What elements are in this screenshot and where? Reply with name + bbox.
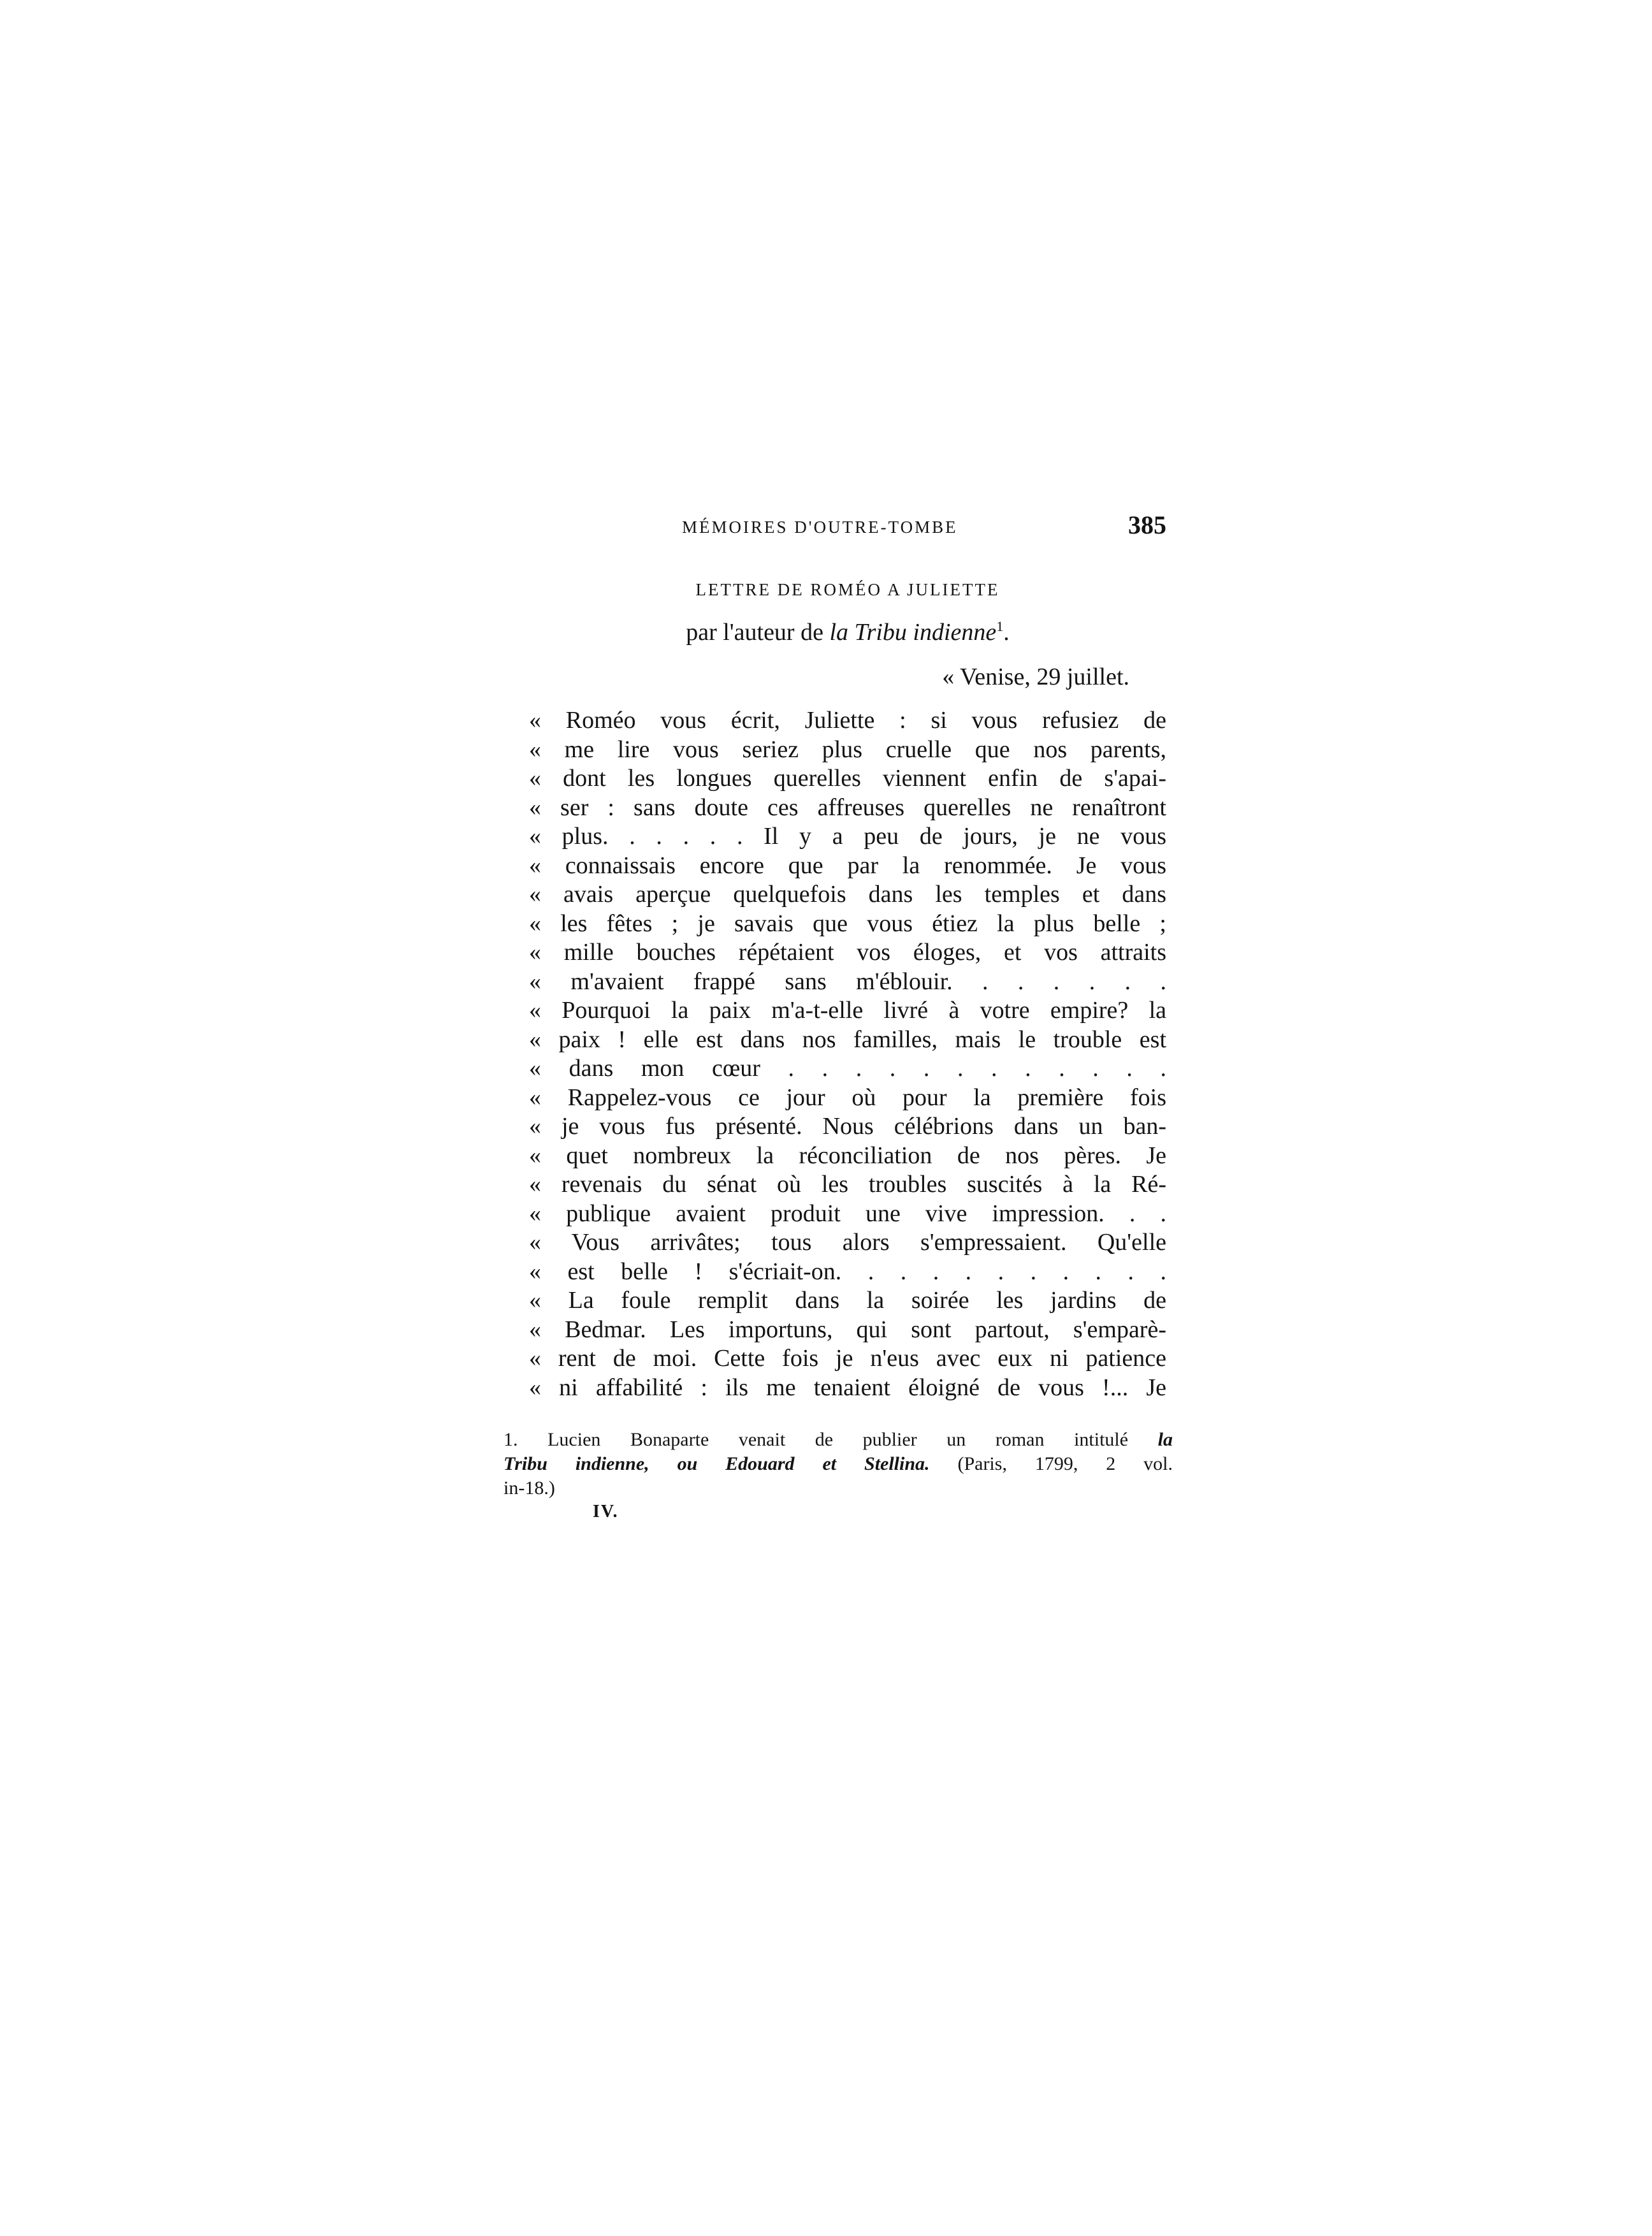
footnote [504,1428,1173,1500]
text-line-content: « dans mon cœur . . . . . . . . . . . . [529,1055,1166,1082]
text-line [529,1200,1166,1229]
text-line [529,1112,1166,1142]
letter-title: LETTRE DE ROMÉO A JULIETTE [695,580,1000,599]
text-line-content: « Bedmar. Les importuns, qui sont partout, s'emparè- [529,1316,1166,1343]
text-line-content: « mille bouches répétaient vos éloges, et vos attraits [529,939,1166,966]
letter-body [529,706,1166,1402]
subtitle-work-title: la Tribu indienne [829,619,997,646]
text-line-content: « Pourquoi la paix m'a-t-elle livré à votre empire? la [529,997,1166,1024]
text-line-content: « je vous fus présenté. Nous célébrions dans un ban- [529,1113,1166,1140]
text-line [529,1228,1166,1258]
footnote-italic: Tribu indienne, [504,1453,677,1474]
footnote-text: 1. Lucien Bonaparte venait de publier un roman intitulé [504,1429,1158,1450]
footnote-italic: ou [677,1453,726,1474]
letter-subtitle [529,618,1166,646]
text-line-content: « rent de moi. Cette fois je n'eus avec eux ni patience [529,1345,1166,1372]
signature-mark: IV. [593,1502,619,1521]
text-line [529,1374,1166,1403]
footnote-text: (Paris, 1799, 2 vol. [929,1453,1173,1474]
text-line-content: « Roméo vous écrit, Juliette : si vous refusiez de [529,707,1166,734]
running-head [529,510,1166,548]
text-line [529,1142,1166,1171]
text-line [529,938,1166,968]
subtitle-suffix: . [1003,619,1010,646]
text-line [529,794,1166,823]
text-line [529,736,1166,765]
text-line [529,1026,1166,1055]
text-line-content: « connaissais encore que par la renommée. Je vous [529,852,1166,879]
text-line-content: « La foule remplit dans la soirée les jardins de [529,1287,1166,1314]
text-line-content: « Vous arrivâtes; tous alors s'empressaient. Qu'elle [529,1229,1166,1256]
footnote-line [504,1452,1173,1476]
text-line [529,852,1166,881]
text-line-content: « Rappelez-vous ce jour où pour la première fois [529,1084,1166,1111]
text-line [529,1286,1166,1316]
text-line-content: « plus. . . . . . Il y a peu de jours, je ne vous [529,823,1166,850]
text-line [529,706,1166,736]
dateline: « Venise, 29 juillet. [942,664,1129,690]
footnote-line: in-18.) [504,1477,555,1499]
text-line [529,910,1166,939]
text-line-content: « ni affabilité : ils me tenaient éloigné de vous !... Je [529,1374,1166,1401]
text-line-content: « revenais du sénat où les troubles suscités à la Ré- [529,1171,1166,1198]
footnote-italic: la [1157,1429,1173,1450]
text-line-content: « publique avaient produit une vive impression. . . [529,1200,1166,1227]
text-line [529,1316,1166,1345]
text-line-content: « paix ! elle est dans nos familles, mais le trouble est [529,1026,1166,1053]
text-line [529,764,1166,794]
text-line [529,1170,1166,1200]
text-line [529,1054,1166,1084]
text-line-content: « ser : sans doute ces affreuses querelles ne renaîtront [529,794,1166,821]
text-line-content: « me lire vous seriez plus cruelle que nos parents, [529,736,1166,763]
text-line-content: « est belle ! s'écriait-on. . . . . . . . . . . [529,1258,1166,1285]
text-line-content: « dont les longues querelles viennent enfin de s'apai- [529,765,1166,792]
footnote-italic: Edouard et Stellina. [725,1453,930,1474]
text-line [529,1084,1166,1113]
footnote-line [504,1428,1173,1452]
text-line-content: « avais aperçue quelquefois dans les temples et dans [529,881,1166,908]
text-line [529,880,1166,910]
text-line [529,996,1166,1026]
running-title: MÉMOIRES D'OUTRE-TOMBE [682,518,958,537]
footnote-reference: 1 [996,618,1004,634]
text-line [529,1258,1166,1287]
subtitle-prefix: par l'auteur de [686,619,830,646]
text-line [529,1344,1166,1374]
text-line [529,968,1166,997]
text-line-content: « m'avaient frappé sans m'éblouir. . . . . . . [529,968,1166,995]
page-number: 385 [1128,511,1166,539]
text-line-content: « quet nombreux la réconciliation de nos pères. Je [529,1142,1166,1169]
text-line-content: « les fêtes ; je savais que vous étiez la plus belle ; [529,910,1166,937]
text-line [529,822,1166,852]
